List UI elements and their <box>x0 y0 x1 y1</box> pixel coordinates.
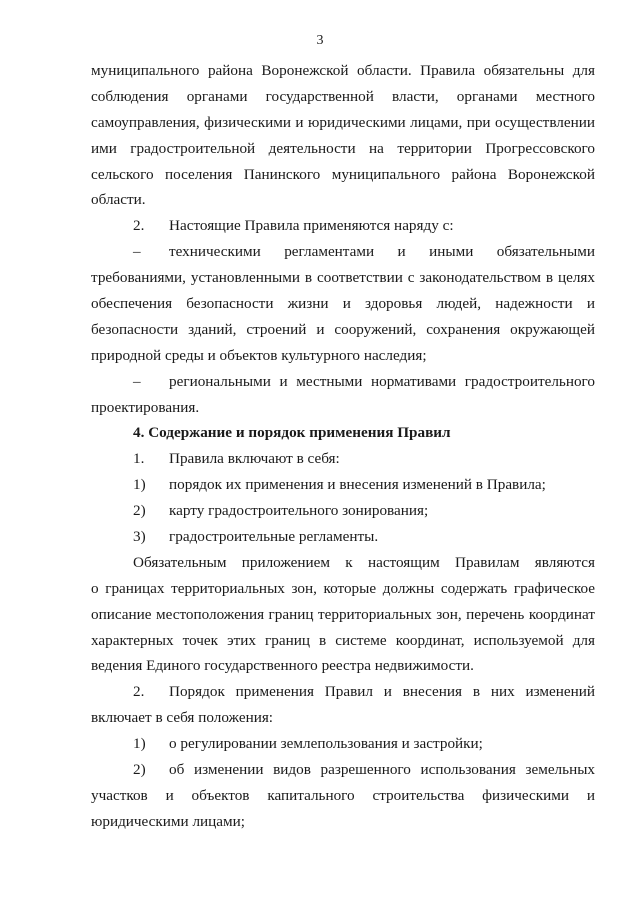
list-item <box>91 757 595 783</box>
paragraph-first-line: Обязательным приложением к настоящим Правилам являются <box>133 553 595 571</box>
list-item-text: градостроительные регламенты. <box>169 528 379 546</box>
text-line: муниципального района Воронежской области. Правила обязательны для <box>91 62 595 79</box>
text-line: о границах территориальных зон, которые должны содержать графическое <box>91 579 595 597</box>
text-line: юридическими лицами; <box>91 812 245 830</box>
text-line: требованиями, установленными в соответствии с законодательством в целях <box>91 269 595 287</box>
list-item-text: Порядок применения Правил и внесения в них изменений <box>169 683 595 701</box>
text-line: безопасности зданий, строений и сооружений, сохранения окружающей <box>91 320 595 338</box>
list-item-text: региональными и местными нормативами градостроительного <box>169 372 595 390</box>
list-item <box>91 446 595 472</box>
list-item-text: Настоящие Правила применяются наряду с: <box>169 217 454 235</box>
list-marker: 1) <box>133 476 146 494</box>
text-line: самоуправления, физическими и юридическими лицами, при осуществлении <box>91 113 595 131</box>
section-heading: 4. Содержание и порядок применения Правил <box>133 424 451 442</box>
list-item <box>91 498 595 524</box>
list-item <box>91 213 595 239</box>
list-item <box>91 524 595 550</box>
text-line: сельского поселения Панинского муниципального района Воронежской <box>91 165 595 183</box>
list-item <box>91 679 595 705</box>
text-line: включает в себя положения: <box>91 709 274 727</box>
list-marker: – <box>133 372 141 390</box>
list-item-text: о регулировании землепользования и застройки; <box>169 735 483 753</box>
list-item-text: техническими регламентами и иными обязательными <box>169 243 595 261</box>
text-line: характерных точек этих границ в системе координат, используемой для <box>91 631 595 649</box>
text-line: обеспечения безопасности жизни и здоровья людей, надежности и <box>91 295 595 313</box>
text-line: проектирования. <box>91 398 200 416</box>
text-line: участков и объектов капитального строительства физическими и <box>91 786 595 804</box>
text-line: природной среды и объектов культурного наследия; <box>91 346 427 364</box>
list-marker: 2. <box>133 217 145 235</box>
list-marker: 3) <box>133 528 146 546</box>
list-item-text: Правила включают в себя: <box>169 450 340 468</box>
list-item <box>91 239 595 265</box>
list-item <box>91 369 595 395</box>
list-item-text: об изменении видов разрешенного использования земельных <box>169 761 595 779</box>
document-body <box>91 58 595 835</box>
list-marker: 1. <box>133 450 145 468</box>
list-marker: 1) <box>133 735 146 753</box>
text-line: области. <box>91 191 146 209</box>
list-marker: 2) <box>133 761 146 779</box>
text-line: ведения Единого государственного реестра недвижимости. <box>91 657 474 675</box>
list-item <box>91 731 595 757</box>
page-number: 3 <box>316 33 324 48</box>
list-marker: – <box>133 243 141 261</box>
text-line: ими градостроительной деятельности на территории Прогрессовского <box>91 139 595 157</box>
list-item-text: порядок их применения и внесения изменений в Правила; <box>169 476 546 494</box>
list-marker: 2) <box>133 502 146 520</box>
text-line: соблюдения органами государственной власти, органами местного <box>91 87 595 105</box>
list-item-text: карту градостроительного зонирования; <box>169 502 429 520</box>
list-marker: 2. <box>133 683 145 701</box>
text-line: описание местоположения границ территориальных зон, перечень координат <box>91 605 595 623</box>
list-item <box>91 472 595 498</box>
